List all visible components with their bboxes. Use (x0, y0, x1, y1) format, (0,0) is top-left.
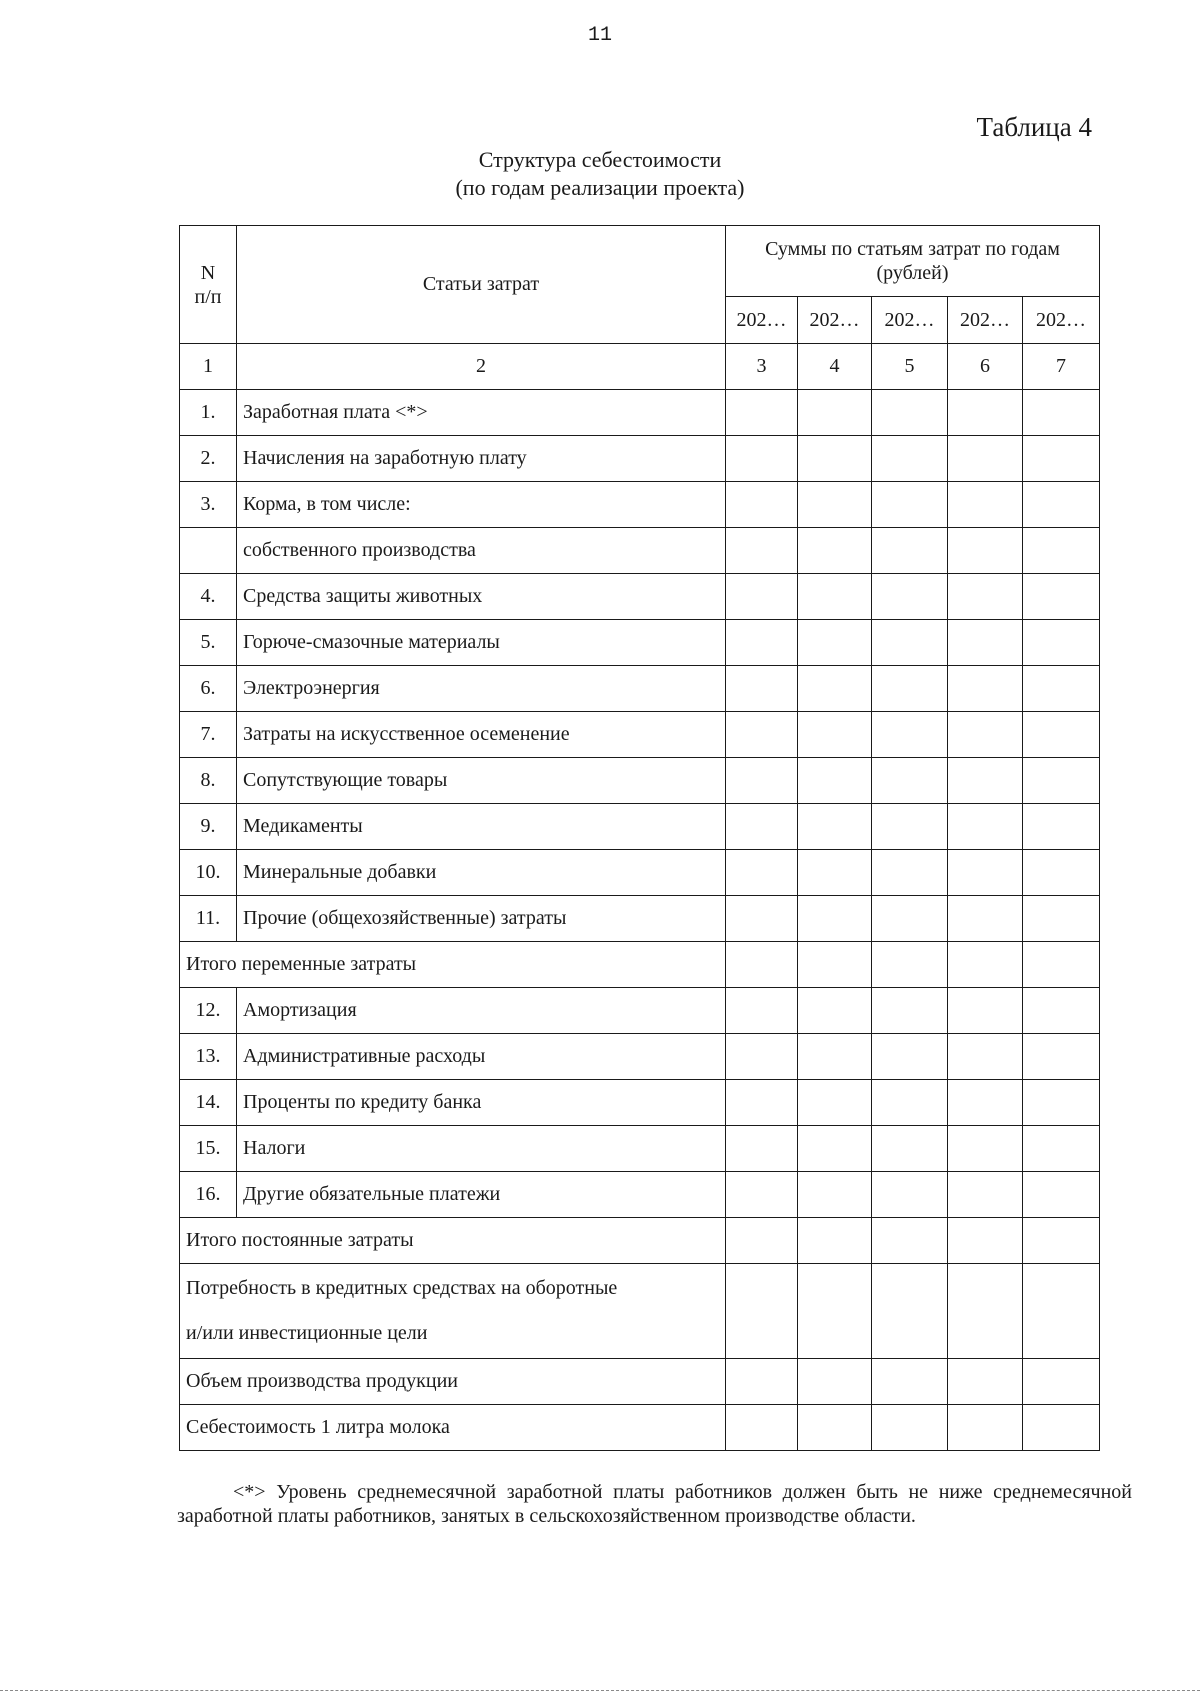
amount-cell (726, 482, 798, 528)
amount-cell (872, 942, 948, 988)
cost-item-row (180, 988, 1100, 1034)
cost-item-row (180, 574, 1100, 620)
cost-item-row (180, 620, 1100, 666)
amount-cell (872, 528, 948, 574)
amount-cell (1023, 804, 1100, 850)
page-bottom-edge (0, 1690, 1200, 1692)
amount-cell (726, 758, 798, 804)
cost-item-row (180, 482, 1100, 528)
amount-cell (948, 574, 1023, 620)
amount-cell (948, 896, 1023, 942)
amount-cell (1023, 712, 1100, 758)
amount-cell (726, 1264, 798, 1359)
cost-item-label: Другие обязательные платежи (237, 1172, 726, 1218)
column-number: 3 (726, 344, 798, 390)
amount-cell (948, 1034, 1023, 1080)
year-cell: 202… (726, 297, 798, 344)
cost-item-row (180, 1172, 1100, 1218)
cost-item-row (180, 1080, 1100, 1126)
cost-item-label: Минеральные добавки (237, 850, 726, 896)
cost-item-label: Административные расходы (237, 1034, 726, 1080)
amount-cell (872, 1359, 948, 1405)
row-number: 13. (180, 1034, 237, 1080)
amount-cell (798, 436, 872, 482)
amount-cell (948, 528, 1023, 574)
amount-cell (798, 1034, 872, 1080)
amount-cell (726, 1034, 798, 1080)
amount-cell (1023, 620, 1100, 666)
cost-item-label: Корма, в том числе: (237, 482, 726, 528)
cost-item-row (180, 804, 1100, 850)
amount-cell (948, 1172, 1023, 1218)
cost-item-label: Проценты по кредиту банка (237, 1080, 726, 1126)
amount-cell (726, 436, 798, 482)
amount-cell (726, 1359, 798, 1405)
amount-cell (1023, 666, 1100, 712)
amount-cell (798, 1080, 872, 1126)
amount-cell (798, 758, 872, 804)
amount-cell (1023, 896, 1100, 942)
row-number: 1. (180, 390, 237, 436)
amount-cell (798, 1172, 872, 1218)
amount-cell (726, 712, 798, 758)
amount-cell (726, 666, 798, 712)
cost-item-label: Заработная плата <*> (237, 390, 726, 436)
cost-item-row (180, 850, 1100, 896)
summary-label: Потребность в кредитных средствах на оборотные и/или инвестиционные цели (180, 1264, 726, 1359)
amount-cell (872, 1126, 948, 1172)
table-title (0, 146, 1200, 202)
cost-item-label: Сопутствующие товары (237, 758, 726, 804)
amount-cell (872, 620, 948, 666)
footnote (177, 1480, 1132, 1528)
cost-item-row (180, 896, 1100, 942)
row-number: 11. (180, 896, 237, 942)
amount-cell (948, 712, 1023, 758)
cost-item-label: Средства защиты животных (237, 574, 726, 620)
cost-item-label: Прочие (общехозяйственные) затраты (237, 896, 726, 942)
table-label: Таблица 4 (976, 112, 1092, 142)
amount-cell (726, 390, 798, 436)
amount-cell (948, 1264, 1023, 1359)
cost-item-row (180, 712, 1100, 758)
amount-cell (872, 482, 948, 528)
amount-cell (798, 528, 872, 574)
amount-cell (798, 620, 872, 666)
amount-cell (948, 1405, 1023, 1451)
header-num: N п/п (180, 226, 237, 344)
amount-cell (1023, 1359, 1100, 1405)
cost-item-row (180, 390, 1100, 436)
cost-item-row (180, 1034, 1100, 1080)
amount-cell (872, 390, 948, 436)
amount-cell (1023, 850, 1100, 896)
column-number: 6 (948, 344, 1023, 390)
year-cell: 202… (798, 297, 872, 344)
row-number: 7. (180, 712, 237, 758)
title-line-2: (по годам реализации проекта) (455, 175, 745, 200)
amount-cell (1023, 1034, 1100, 1080)
cost-item-label: Электроэнергия (237, 666, 726, 712)
row-number: 12. (180, 988, 237, 1034)
amount-cell (948, 1359, 1023, 1405)
amount-cell (872, 988, 948, 1034)
amount-cell (798, 666, 872, 712)
cost-item-label: Амортизация (237, 988, 726, 1034)
row-number: 10. (180, 850, 237, 896)
cost-item-label: Горюче-смазочные материалы (237, 620, 726, 666)
column-numbers-row (180, 344, 1100, 390)
header-item: Статьи затрат (237, 226, 726, 344)
amount-cell (726, 1172, 798, 1218)
amount-cell (872, 804, 948, 850)
amount-cell (948, 620, 1023, 666)
amount-cell (1023, 528, 1100, 574)
cost-item-row (180, 436, 1100, 482)
amount-cell (1023, 1172, 1100, 1218)
header-row (180, 226, 1100, 297)
column-number: 5 (872, 344, 948, 390)
amount-cell (872, 1172, 948, 1218)
amount-cell (798, 988, 872, 1034)
amount-cell (948, 804, 1023, 850)
amount-cell (872, 1218, 948, 1264)
amount-cell (872, 666, 948, 712)
amount-cell (948, 666, 1023, 712)
amount-cell (798, 482, 872, 528)
amount-cell (1023, 1080, 1100, 1126)
row-number: 2. (180, 436, 237, 482)
amount-cell (948, 1080, 1023, 1126)
row-number: 3. (180, 482, 237, 528)
amount-cell (726, 1218, 798, 1264)
summary-label: Себестоимость 1 литра молока (180, 1405, 726, 1451)
title-line-1: Структура себестоимости (478, 147, 722, 172)
amount-cell (726, 850, 798, 896)
amount-cell (948, 988, 1023, 1034)
amount-cell (948, 482, 1023, 528)
amount-cell (798, 850, 872, 896)
footnote-text: <*> Уровень среднемесячной заработной платы работников должен быть не ниже среднемесячной заработной платы работников, занятых в сельскохозяйственном производстве области. (177, 1481, 1132, 1527)
amount-cell (1023, 390, 1100, 436)
cost-item-row (180, 666, 1100, 712)
summary-row (180, 1405, 1100, 1451)
amount-cell (948, 436, 1023, 482)
amount-cell (726, 942, 798, 988)
year-cell: 202… (872, 297, 948, 344)
summary-row (180, 1264, 1100, 1359)
amount-cell (726, 574, 798, 620)
amount-cell (1023, 758, 1100, 804)
page-number: 11 (587, 24, 612, 47)
amount-cell (872, 1405, 948, 1451)
amount-cell (1023, 574, 1100, 620)
amount-cell (1023, 482, 1100, 528)
row-number: 16. (180, 1172, 237, 1218)
amount-cell (798, 896, 872, 942)
amount-cell (872, 1080, 948, 1126)
amount-cell (726, 620, 798, 666)
amount-cell (1023, 988, 1100, 1034)
amount-cell (798, 1359, 872, 1405)
amount-cell (872, 712, 948, 758)
amount-cell (948, 1218, 1023, 1264)
amount-cell (948, 942, 1023, 988)
cost-structure-table (179, 225, 1100, 1451)
row-number: 15. (180, 1126, 237, 1172)
amount-cell (726, 1126, 798, 1172)
cost-item-row (180, 1126, 1100, 1172)
cost-item-label: Начисления на заработную плату (237, 436, 726, 482)
cost-item-label: Налоги (237, 1126, 726, 1172)
header-sums: Суммы по статьям затрат по годам (рублей) (726, 226, 1100, 297)
column-number: 4 (798, 344, 872, 390)
column-number: 7 (1023, 344, 1100, 390)
column-number: 2 (237, 344, 726, 390)
amount-cell (798, 1264, 872, 1359)
summary-row (180, 1359, 1100, 1405)
amount-cell (726, 1405, 798, 1451)
amount-cell (872, 574, 948, 620)
amount-cell (872, 850, 948, 896)
summary-row (180, 942, 1100, 988)
amount-cell (872, 1264, 948, 1359)
amount-cell (798, 804, 872, 850)
cost-item-row (180, 528, 1100, 574)
row-number: 9. (180, 804, 237, 850)
amount-cell (872, 1034, 948, 1080)
row-number: 6. (180, 666, 237, 712)
amount-cell (1023, 1405, 1100, 1451)
cost-item-label: Затраты на искусственное осеменение (237, 712, 726, 758)
amount-cell (726, 988, 798, 1034)
row-number: 8. (180, 758, 237, 804)
amount-cell (798, 942, 872, 988)
amount-cell (948, 850, 1023, 896)
row-number: 14. (180, 1080, 237, 1126)
summary-row (180, 1218, 1100, 1264)
row-number: 4. (180, 574, 237, 620)
amount-cell (1023, 942, 1100, 988)
amount-cell (1023, 436, 1100, 482)
amount-cell (798, 574, 872, 620)
amount-cell (948, 390, 1023, 436)
amount-cell (726, 1080, 798, 1126)
amount-cell (798, 712, 872, 758)
summary-label: Итого постоянные затраты (180, 1218, 726, 1264)
amount-cell (1023, 1264, 1100, 1359)
amount-cell (872, 436, 948, 482)
row-number: 5. (180, 620, 237, 666)
amount-cell (798, 1405, 872, 1451)
cost-item-row (180, 758, 1100, 804)
column-number: 1 (180, 344, 237, 390)
amount-cell (798, 390, 872, 436)
year-cell: 202… (1023, 297, 1100, 344)
amount-cell (948, 1126, 1023, 1172)
amount-cell (798, 1218, 872, 1264)
amount-cell (872, 758, 948, 804)
summary-label: Объем производства продукции (180, 1359, 726, 1405)
amount-cell (1023, 1126, 1100, 1172)
amount-cell (872, 896, 948, 942)
amount-cell (726, 804, 798, 850)
amount-cell (798, 1126, 872, 1172)
cost-item-label: собственного производства (237, 528, 726, 574)
summary-label: Итого переменные затраты (180, 942, 726, 988)
amount-cell (726, 896, 798, 942)
amount-cell (1023, 1218, 1100, 1264)
year-cell: 202… (948, 297, 1023, 344)
cost-item-label: Медикаменты (237, 804, 726, 850)
row-number (180, 528, 237, 574)
amount-cell (948, 758, 1023, 804)
amount-cell (726, 528, 798, 574)
